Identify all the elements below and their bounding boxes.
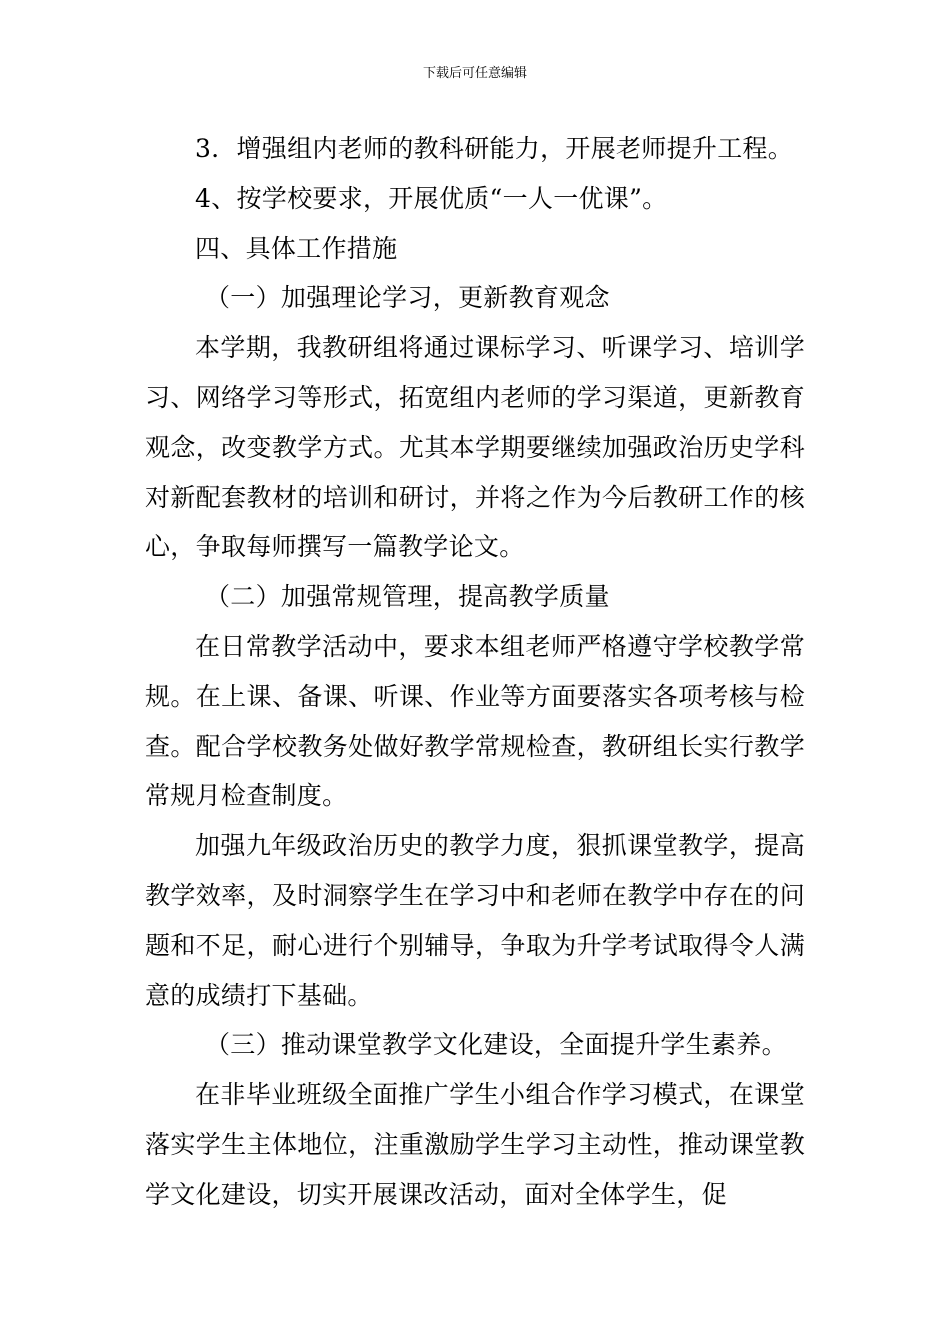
document-body: [145, 124, 805, 1220]
paragraph-routine-management: 在日常教学活动中，要求本组老师严格遵守学校教学常规。在上课、备课、听课、作业等方面要落实各项考核与检查。配合学校教务处做好教学常规检查，教研组长实行教学常规月检查制度。: [145, 631, 805, 811]
subheading-routine-management: （二）加强常规管理，提高教学质量: [205, 582, 610, 612]
paragraph-item-4: 4、按学校要求，开展优质“一人一优课”。: [195, 183, 668, 213]
subheading-classroom-culture: （三）推动课堂教学文化建设，全面提升学生素养。: [205, 1030, 787, 1060]
paragraph-classroom-culture: 在非毕业班级全面推广学生小组合作学习模式，在课堂落实学生主体地位，注重激励学生学习主动性，推动课堂教学文化建设，切实开展课改活动，面对全体学生，促: [145, 1080, 805, 1209]
section-heading-measures: 四、具体工作措施: [195, 233, 398, 263]
paragraph-theory-study: 本学期，我教研组将通过课标学习、听课学习、培训学习、网络学习等形式，拓宽组内老师的学习渠道，更新教育观念，改变教学方式。尤其本学期要继续加强政治历史学科对新配套教材的培训和研讨，并将之作为今后教研工作的核心，争取每师撰写一篇教学论文。: [145, 333, 805, 562]
paragraph-item-3: 3．增强组内老师的教科研能力，开展老师提升工程。: [195, 134, 794, 163]
page-header: 下载后可任意编辑: [422, 66, 527, 81]
subheading-theory-study: （一）加强理论学习，更新教育观念: [205, 283, 610, 313]
paragraph-grade-nine: 加强九年级政治历史的教学力度，狠抓课堂教学，提高教学效率，及时洞察学生在学习中和老师在教学中存在的问题和不足，耐心进行个别辅导，争取为升学考试取得令人满意的成绩打下基础。: [145, 831, 805, 1010]
